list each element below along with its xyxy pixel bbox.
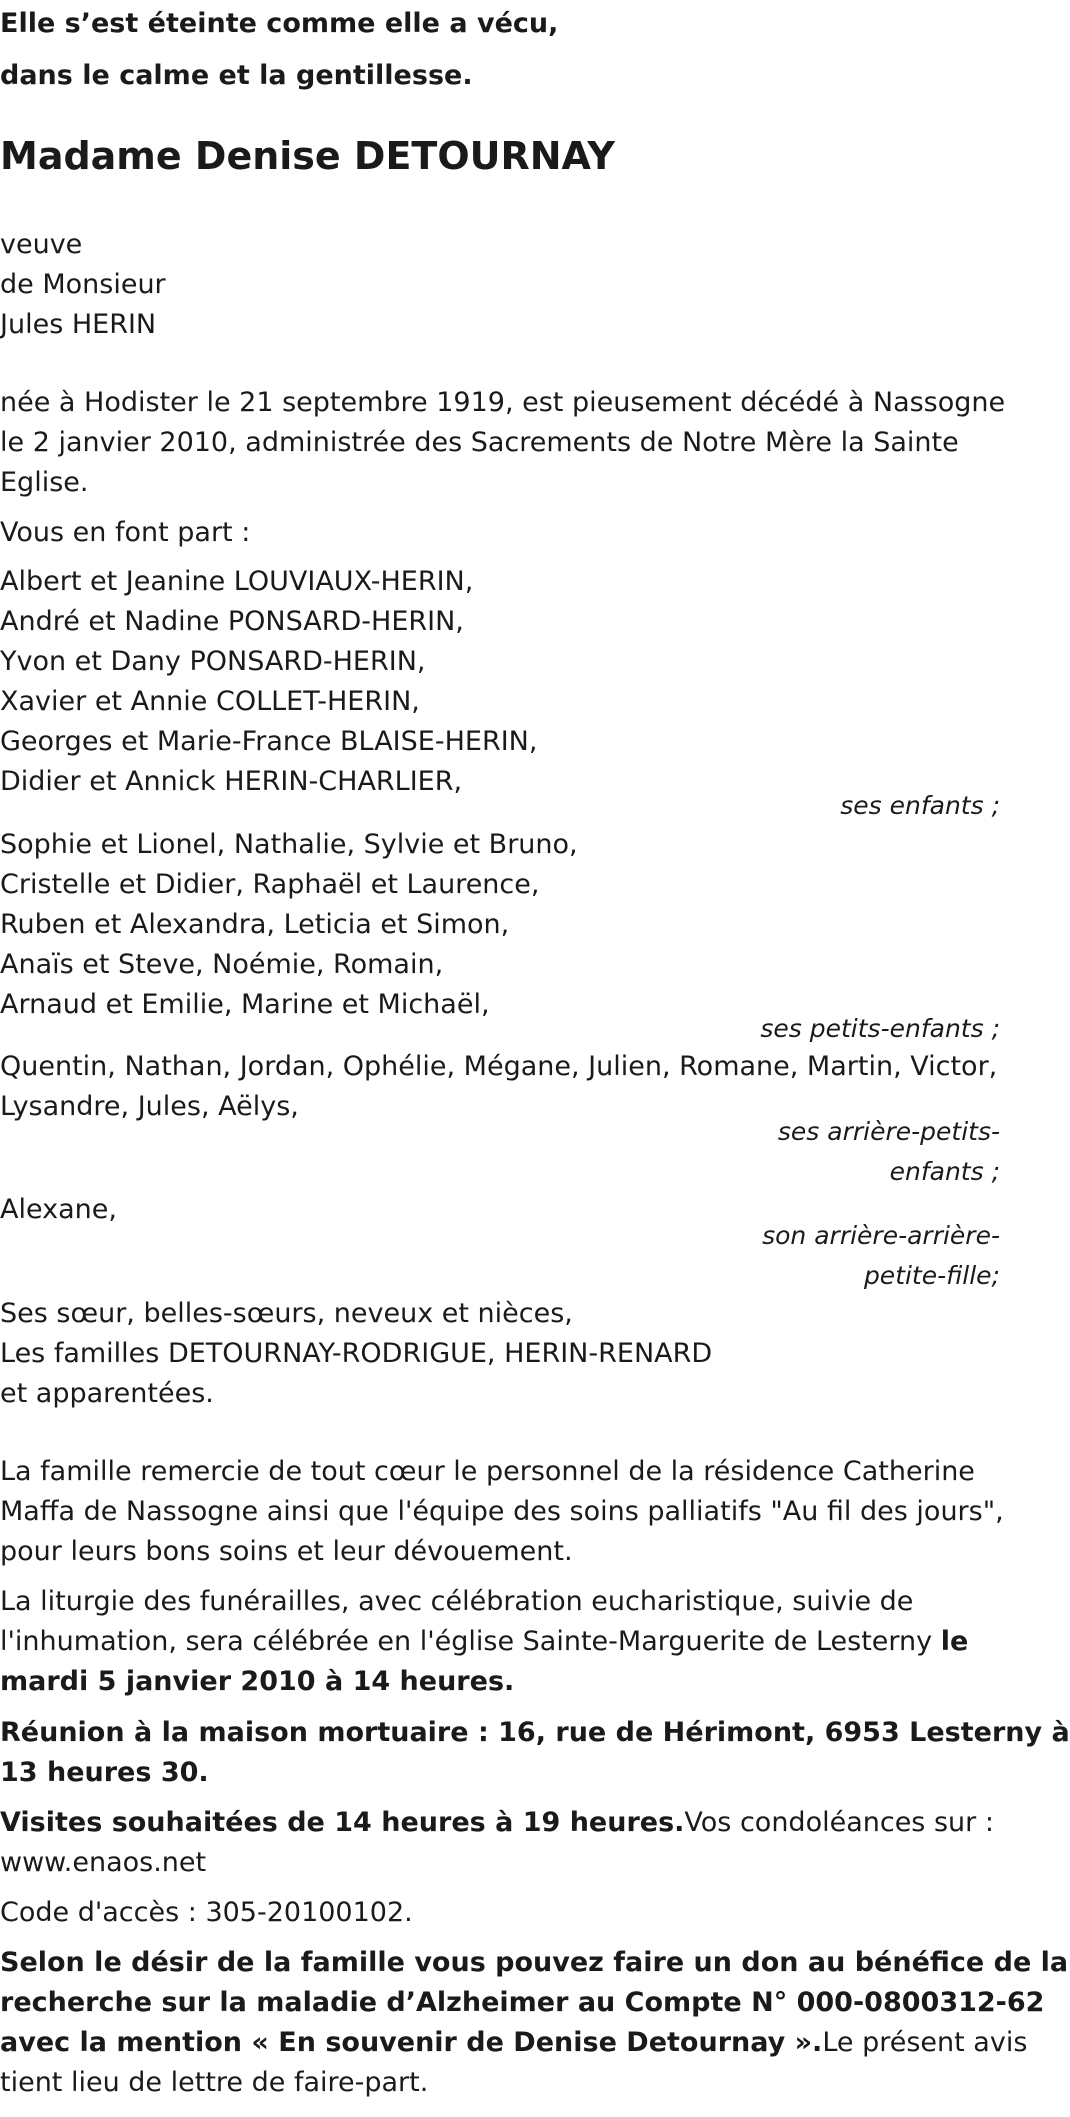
relatives-line: et apparentées.: [0, 1378, 214, 1409]
child-line: Xavier et Annie COLLET-HERIN,: [0, 686, 420, 717]
meeting-line: 13 heures 30.: [0, 1757, 209, 1788]
relatives-line: Ses sœur, belles-sœurs, neveux et nièces,: [0, 1298, 573, 1329]
closing-text: Le présent avis: [822, 2027, 1028, 2058]
deceased-name: Madame Denise DETOURNAY: [0, 134, 615, 178]
thanks-line: pour leurs bons soins et leur dévouement.: [0, 1536, 573, 1567]
condolences-text: Vos condoléances sur :: [684, 1807, 994, 1838]
grandchild-line: Ruben et Alexandra, Leticia et Simon,: [0, 909, 510, 940]
funeral-date: mardi 5 janvier 2010 à 14 heures.: [0, 1666, 515, 1697]
birth-line: Eglise.: [0, 467, 89, 498]
birth-line: le 2 janvier 2010, administrée des Sacrements de Notre Mère la Sainte: [0, 427, 959, 458]
great-great-grandchild-line: Alexane,: [0, 1194, 117, 1225]
liturgy-line: [0, 1622, 1000, 1662]
thanks-line: La famille remercie de tout cœur le personnel de la résidence Catherine: [0, 1456, 975, 1487]
donation-line: recherche sur la maladie d’Alzheimer au Compte N° 000-0800312-62: [0, 1987, 1045, 2018]
grandchild-line: Cristelle et Didier, Raphaël et Laurence,: [0, 869, 540, 900]
child-line: Yvon et Dany PONSARD-HERIN,: [0, 646, 426, 677]
visits-line: [0, 1803, 1000, 1843]
child-line: Georges et Marie-France BLAISE-HERIN,: [0, 726, 538, 757]
grandchildren-label: ses petits-enfants ;: [760, 1014, 1000, 1043]
access-code: Code d'accès : 305-20100102.: [0, 1897, 413, 1928]
liturgy-date-start: le: [940, 1626, 969, 1657]
donation-line: Selon le désir de la famille vous pouvez faire un don au bénéfice de la: [0, 1947, 1069, 1978]
great-great-label: son arrière-arrière-: [762, 1221, 1000, 1250]
great-grandchildren-label: ses arrière-petits-: [777, 1117, 1000, 1146]
child-line: Albert et Jeanine LOUVIAUX-HERIN,: [0, 566, 474, 597]
announce-line: Vous en font part :: [0, 517, 251, 548]
spouse-line: veuve: [0, 229, 83, 260]
spouse-line: de Monsieur: [0, 269, 166, 300]
liturgy-line: La liturgie des funérailles, avec célébration eucharistique, suivie de: [0, 1586, 914, 1617]
visits-hours: Visites souhaitées de 14 heures à 19 heures.: [0, 1807, 685, 1838]
great-grandchild-line: Lysandre, Jules, Aëlys,: [0, 1091, 299, 1122]
child-line: Didier et Annick HERIN-CHARLIER,: [0, 766, 463, 797]
children-label: ses enfants ;: [840, 791, 1000, 820]
intro-line: Elle s’est éteinte comme elle a vécu,: [0, 8, 559, 39]
intro-line: dans le calme et la gentillesse.: [0, 60, 473, 91]
grandchild-line: Anaïs et Steve, Noémie, Romain,: [0, 949, 444, 980]
donation-line: [0, 2023, 1028, 2063]
meeting-line: Réunion à la maison mortuaire : 16, rue de Hérimont, 6953 Lesterny à: [0, 1717, 1070, 1748]
thanks-line: Maffa de Nassogne ainsi que l'équipe des soins palliatifs "Au fil des jours",: [0, 1496, 1004, 1527]
closing-line: tient lieu de lettre de faire-part.: [0, 2067, 429, 2098]
birth-line: née à Hodister le 21 septembre 1919, est pieusement décédé à Nassogne: [0, 387, 1006, 418]
grandchild-line: Sophie et Lionel, Nathalie, Sylvie et Bruno,: [0, 829, 578, 860]
condolences-link[interactable]: www.enaos.net: [0, 1847, 207, 1878]
grandchild-line: Arnaud et Emilie, Marine et Michaël,: [0, 989, 490, 1020]
liturgy-text: l'inhumation, sera célébrée en l'église Sainte-Marguerite de Lesterny: [0, 1626, 941, 1657]
spouse-line: Jules HERIN: [0, 309, 157, 340]
relatives-line: Les familles DETOURNAY-RODRIGUE, HERIN-RENARD: [0, 1338, 713, 1369]
great-great-label: petite-fille;: [863, 1261, 1000, 1290]
child-line: André et Nadine PONSARD-HERIN,: [0, 606, 464, 637]
great-grandchild-line: Quentin, Nathan, Jordan, Ophélie, Mégane, Julien, Romane, Martin, Victor,: [0, 1051, 998, 1082]
donation-mention: avec la mention « En souvenir de Denise Detournay ».: [0, 2027, 823, 2058]
great-grandchildren-label: enfants ;: [889, 1157, 1000, 1186]
